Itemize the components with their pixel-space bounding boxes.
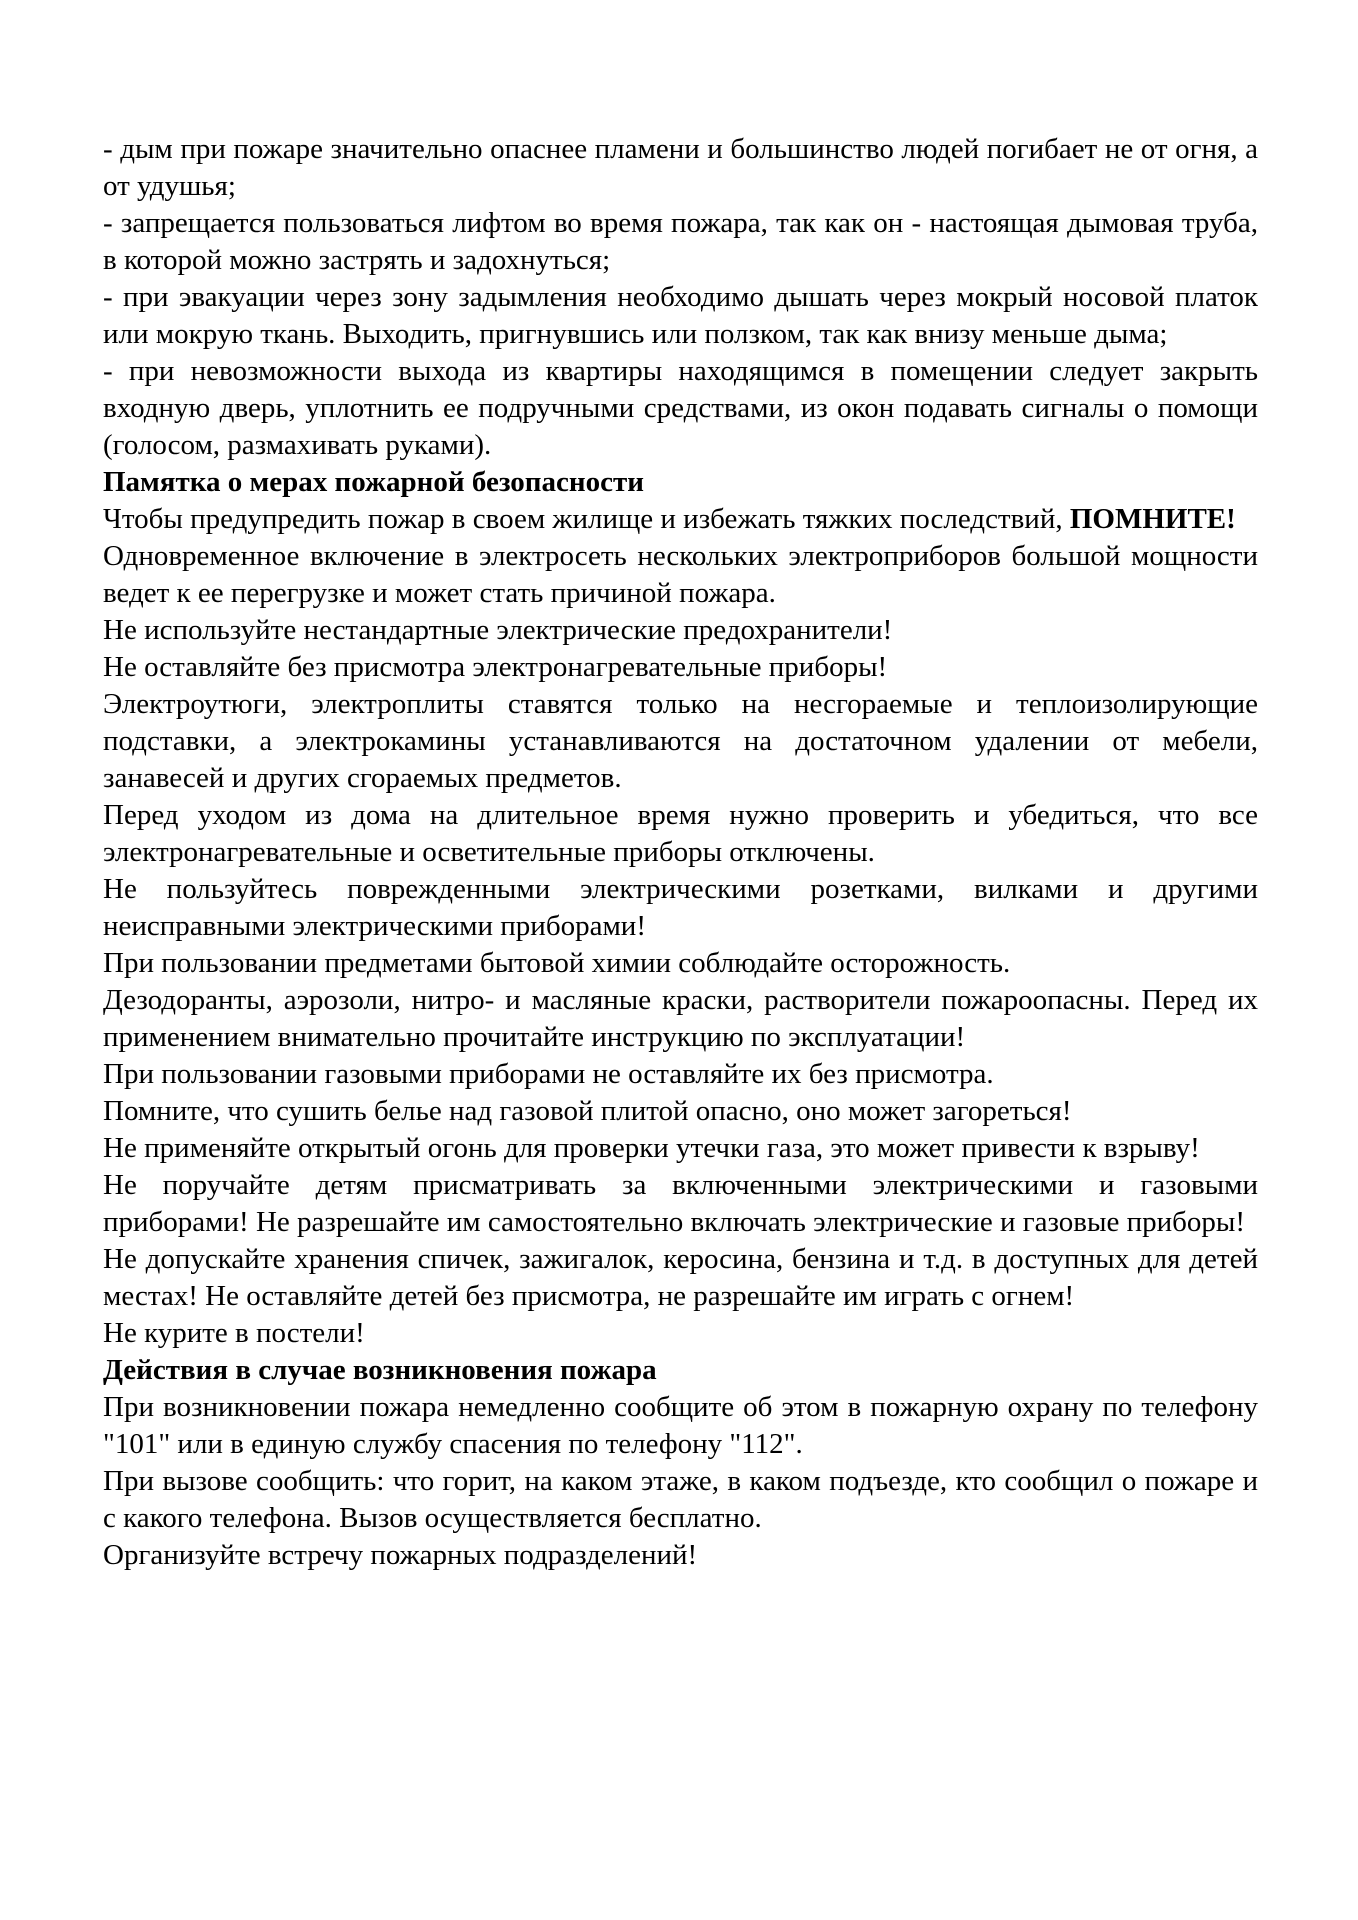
document-body <box>103 131 1258 1574</box>
text-run: - дым при пожаре значительно опаснее пламени и большинство людей погибает не от огня, а от удушья; <box>103 133 1258 202</box>
paragraph <box>103 1463 1258 1537</box>
bold-text-run: Памятка о мерах пожарной безопасности <box>103 466 644 498</box>
text-run: При пользовании газовыми приборами не оставляйте их без присмотра. <box>103 1058 994 1090</box>
text-run: При пользовании предметами бытовой химии соблюдайте осторожность. <box>103 947 1011 979</box>
text-run: Не пользуйтесь поврежденными электрическими розетками, вилками и другими неисправными электрическими приборами! <box>103 873 1258 942</box>
text-run: Помните, что сушить белье над газовой плитой опасно, оно может загореться! <box>103 1095 1072 1127</box>
paragraph <box>103 871 1258 945</box>
text-run: Перед уходом из дома на длительное время нужно проверить и убедиться, что все электронагревательные и осветительные приборы отключены. <box>103 799 1258 868</box>
text-run: - запрещается пользоваться лифтом во время пожара, так как он - настоящая дымовая труба, в которой можно застрять и задохнуться; <box>103 207 1258 276</box>
section-heading <box>103 464 1258 501</box>
text-run: Одновременное включение в электросеть нескольких электроприборов большой мощности ведет к ее перегрузке и может стать причиной пожара. <box>103 540 1258 609</box>
text-run: Не используйте нестандартные электрические предохранители! <box>103 614 893 646</box>
paragraph <box>103 612 1258 649</box>
paragraph <box>103 982 1258 1056</box>
paragraph <box>103 1315 1258 1352</box>
text-run: Чтобы предупредить пожар в своем жилище и избежать тяжких последствий, <box>103 503 1070 535</box>
paragraph <box>103 1241 1258 1315</box>
bold-text-run: ПОМНИТЕ! <box>1069 503 1236 535</box>
text-run: - при невозможности выхода из квартиры находящимся в помещении следует закрыть входную дверь, уплотнить ее подручными средствами, из окон подавать сигналы о помощи (голосом, размахивать руками). <box>103 355 1258 461</box>
text-run: Дезодоранты, аэрозоли, нитро- и масляные краски, растворители пожароопасны. Перед их применением внимательно прочитайте инструкцию по эксплуатации! <box>103 984 1258 1053</box>
text-run: Не курите в постели! <box>103 1317 365 1349</box>
paragraph <box>103 797 1258 871</box>
paragraph <box>103 649 1258 686</box>
paragraph <box>103 538 1258 612</box>
paragraph <box>103 131 1258 205</box>
text-run: При возникновении пожара немедленно сообщите об этом в пожарную охрану по телефону "101" или в единую службу спасения по телефону "112". <box>103 1391 1258 1460</box>
text-run: - при эвакуации через зону задымления необходимо дышать через мокрый носовой платок или мокрую ткань. Выходить, пригнувшись или ползком, так как внизу меньше дыма; <box>103 281 1258 350</box>
text-run: Организуйте встречу пожарных подразделений! <box>103 1539 698 1571</box>
text-run: Не допускайте хранения спичек, зажигалок, керосина, бензина и т.д. в доступных для детей местах! Не оставляйте детей без присмотра, не разрешайте им играть с огнем! <box>103 1243 1258 1312</box>
text-run: Не оставляйте без присмотра электронагревательные приборы! <box>103 651 888 683</box>
section-heading <box>103 1352 1258 1389</box>
paragraph <box>103 1093 1258 1130</box>
text-run: Не применяйте открытый огонь для проверки утечки газа, это может привести к взрыву! <box>103 1132 1200 1164</box>
text-run: При вызове сообщить: что горит, на каком этаже, в каком подъезде, кто сообщил о пожаре и с какого телефона. Вызов осуществляется бесплатно. <box>103 1465 1258 1534</box>
paragraph <box>103 945 1258 982</box>
paragraph <box>103 1130 1258 1167</box>
text-run: Электроутюги, электроплиты ставятся только на несгораемые и теплоизолирующие подставки, а электрокамины устанавливаются на достаточном удалении от мебели, занавесей и других сгораемых предметов. <box>103 688 1258 794</box>
text-run: Не поручайте детям присматривать за включенными электрическими и газовыми приборами! Не разрешайте им самостоятельно включать электрические и газовые приборы! <box>103 1169 1258 1238</box>
paragraph <box>103 1167 1258 1241</box>
paragraph <box>103 205 1258 279</box>
paragraph <box>103 1389 1258 1463</box>
paragraph <box>103 279 1258 353</box>
paragraph <box>103 353 1258 464</box>
paragraph <box>103 1056 1258 1093</box>
paragraph <box>103 501 1258 538</box>
paragraph <box>103 1537 1258 1574</box>
paragraph <box>103 686 1258 797</box>
bold-text-run: Действия в случае возникновения пожара <box>103 1354 657 1386</box>
